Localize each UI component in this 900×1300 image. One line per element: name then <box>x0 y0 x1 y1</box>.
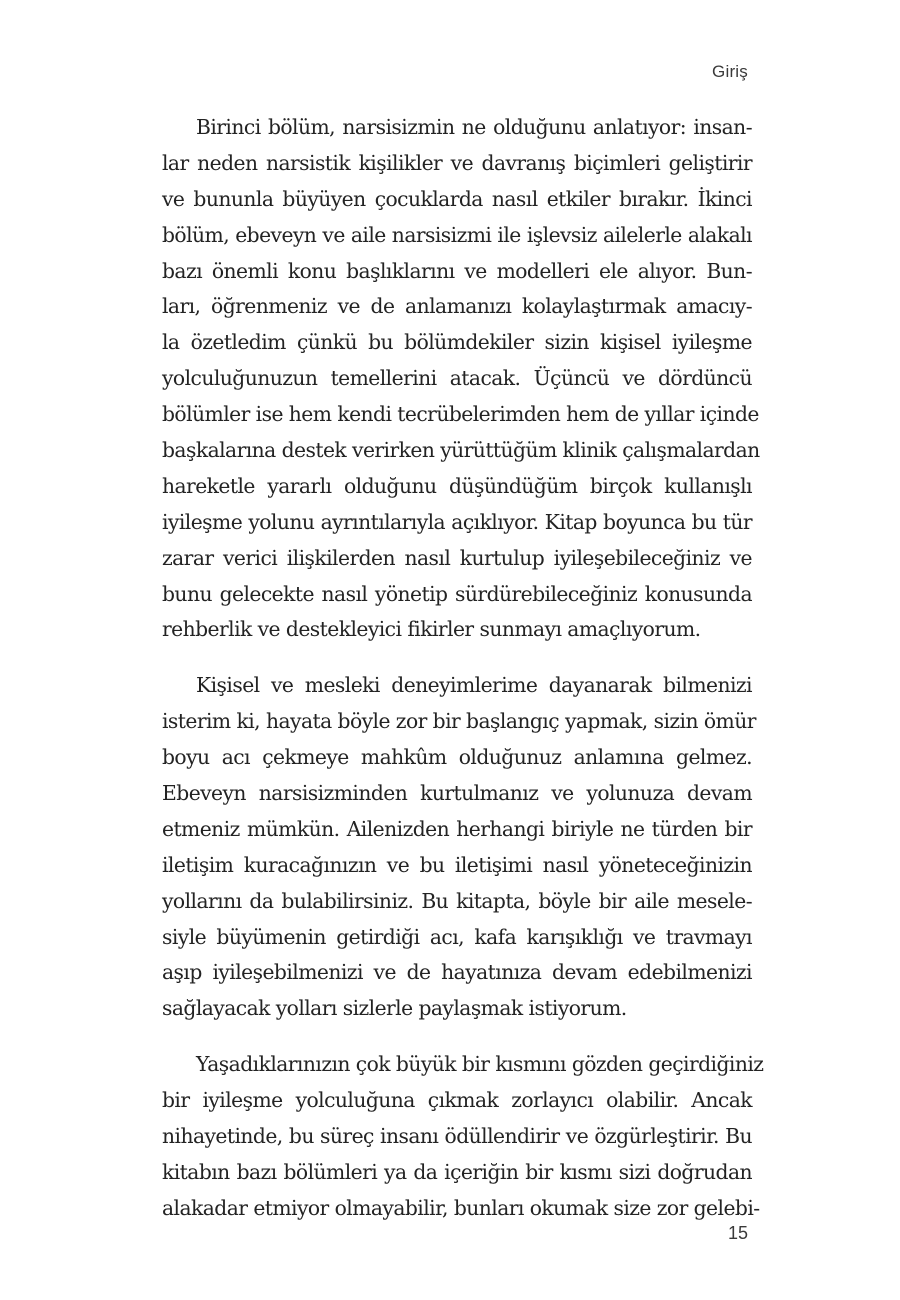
text-line: Ebeveyn narsisizminden kurtulmanız ve yolunuza devam <box>162 781 752 806</box>
text-line: zarar verici ilişkilerden nasıl kurtulup iyileşebileceğiniz ve <box>162 545 752 570</box>
text-line: Birinci bölüm, narsisizmin ne olduğunu anlatıyor: insan- <box>196 115 752 139</box>
text-line: ve bununla büyüyen çocuklarda nasıl etkiler bırakır. İkinci <box>162 186 752 211</box>
body-text <box>162 110 764 1227</box>
text-line: aşıp iyileşebilmenizi ve de hayatınıza devam edebilmenizi <box>162 960 752 985</box>
text-line: iyileşme yolunu ayrıntılarıyla açıklıyor. Kitap boyunca bu tür <box>162 509 752 534</box>
paragraph <box>162 110 760 648</box>
text-line: bazı önemli konu başlıklarını ve modelleri ele alıyor. Bun- <box>162 258 752 283</box>
text-line: siyle büyümenin getirdiği acı, kafa karışıklığı ve travmayı <box>162 924 752 949</box>
text-line: sağlayacak yolları sizlerle paylaşmak istiyorum. <box>162 996 627 1021</box>
text-line: la özetledim çünkü bu bölümdekiler sizin kişisel iyileşme <box>162 330 752 355</box>
text-line: bir iyileşme yolculuğuna çıkmak zorlayıcı olabilir. Ancak <box>162 1088 752 1113</box>
text-line: bölümler ise hem kendi tecrübelerimden hem de yıllar içinde <box>162 402 759 427</box>
text-line: kitabın bazı bölümleri ya da içeriğin bir kısmı sizi doğrudan <box>162 1159 752 1184</box>
text-line: boyu acı çekmeye mahkûm olduğunuz anlamına gelmez. <box>162 745 752 770</box>
paragraph-gap <box>162 648 752 668</box>
running-header: Giriş <box>712 62 748 81</box>
paragraph <box>162 1047 764 1226</box>
text-line: yollarını da bulabilirsiniz. Bu kitapta, böyle bir aile mesele- <box>162 888 752 913</box>
text-line: lar neden narsistik kişilikler ve davranış biçimleri geliştirir <box>162 150 752 175</box>
text-line: başkalarına destek verirken yürüttüğüm klinik çalışmalardan <box>162 438 760 463</box>
paragraph-gap <box>162 1027 752 1047</box>
text-line: bölüm, ebeveyn ve aile narsisizmi ile işlevsiz ailelerle alakalı <box>162 222 752 247</box>
text-line: isterim ki, hayata böyle zor bir başlangıç yapmak, sizin ömür <box>162 709 756 734</box>
text-line: etmeniz mümkün. Ailenizden herhangi biriyle ne türden bir <box>162 816 752 841</box>
paragraph <box>162 668 756 1027</box>
text-line: bunu gelecekte nasıl yönetip sürdürebileceğiniz konusunda <box>162 581 752 606</box>
text-line: iletişim kuracağınızın ve bu iletişimi nasıl yöneteceğinizin <box>162 852 752 877</box>
text-line: rehberlik ve destekleyici fikirler sunmayı amaçlıyorum. <box>162 617 701 642</box>
text-line: alakadar etmiyor olmayabilir, bunları okumak size zor gelebi- <box>162 1195 760 1220</box>
text-line: ları, öğrenmeniz ve de anlamanızı kolaylaştırmak amacıy- <box>162 294 752 319</box>
text-line: Kişisel ve mesleki deneyimlerime dayanarak bilmenizi <box>196 673 752 698</box>
text-line: yolculuğunuzun temellerini atacak. Üçüncü ve dördüncü <box>162 366 752 391</box>
text-line: hareketle yararlı olduğunu düşündüğüm birçok kullanışlı <box>162 473 752 498</box>
text-line: Yaşadıklarınızın çok büyük bir kısmını gözden geçirdiğiniz <box>196 1052 764 1077</box>
page-number: 15 <box>727 1223 748 1243</box>
text-line: nihayetinde, bu süreç insanı ödüllendirir ve özgürleştirir. Bu <box>162 1124 752 1149</box>
